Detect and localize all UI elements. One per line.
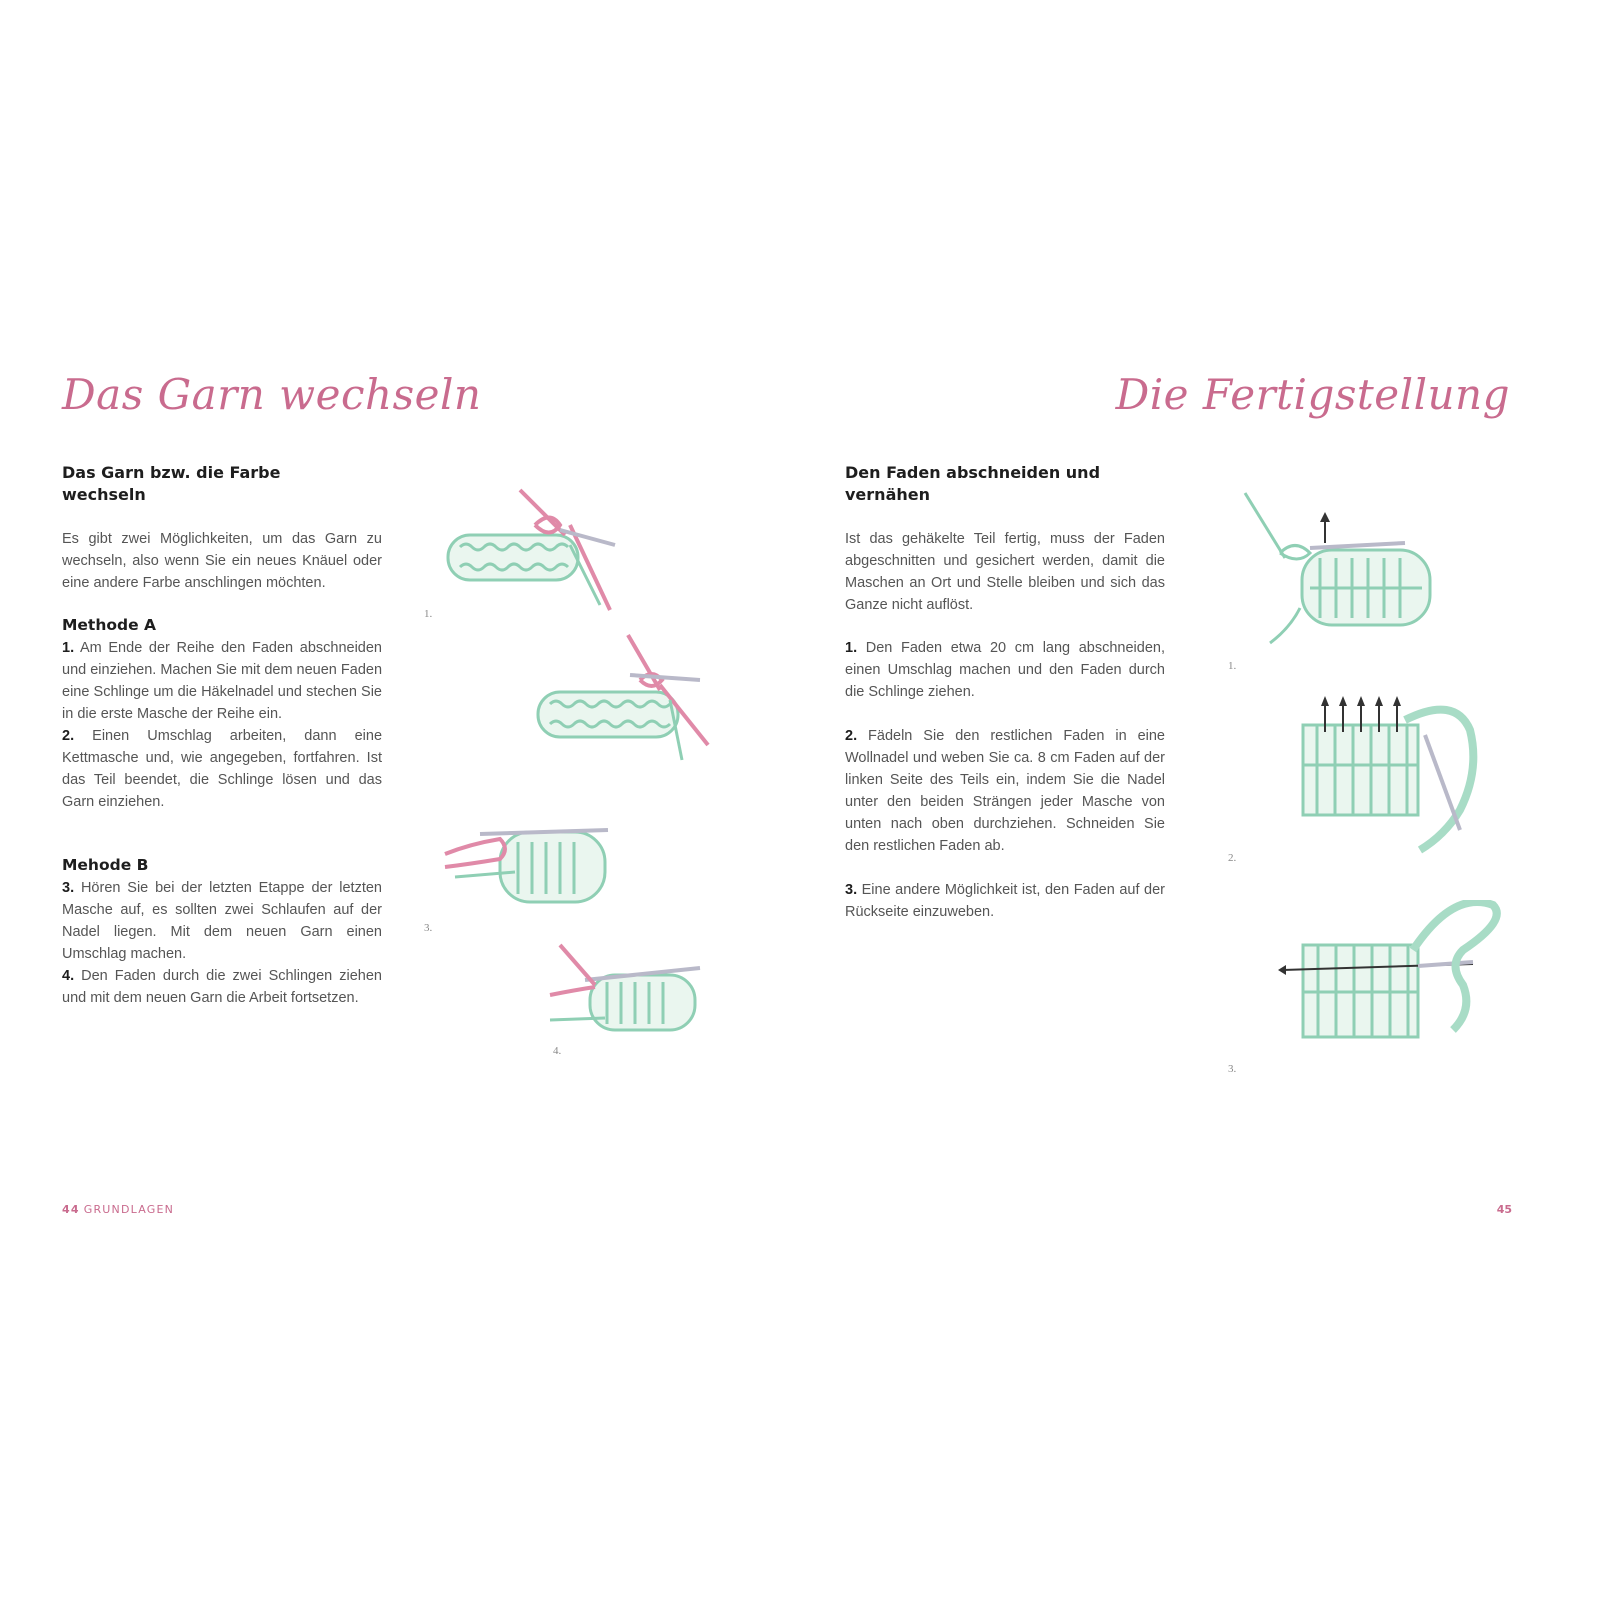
step-text: Eine andere Möglichkeit ist, den Faden auf der Rückseite einzuweben. [845,882,1165,920]
figure-number: 1. [424,608,433,620]
method-a-steps [62,637,382,813]
step-text: Am Ende der Reihe den Faden abschneiden und einziehen. Machen Sie mit dem neuen Faden eine Schlinge um die Häkelnadel und stechen Sie in die erste Masche der Reihe ein. [62,640,383,722]
figure-number: 3. [1228,1063,1237,1075]
finishing-step [845,725,1165,857]
right-heading-line1: Den Faden abschneiden und [845,463,1101,482]
section-name: GRUNDLAGEN [83,1203,175,1216]
right-heading-line2: vernähen [845,485,930,504]
step-text: Hören Sie bei der letzten Etappe der letzten Masche auf, es sollten zwei Schlaufen auf der Nadel liegen. Mit dem neuen Garn einen Umschlag machen. [62,880,382,962]
left-intro-text: Es gibt zwei Möglichkeiten, um das Garn zu wechseln, also wenn Sie ein neues Knäuel oder eine andere Farbe anschlingen möchten. [62,531,382,591]
figure-number: 1. [1228,660,1237,672]
right-section-heading [845,462,1185,506]
method-b-title: Mehode B [62,856,149,874]
right-page-title: Die Fertigstellung [1115,370,1510,419]
right-steps [845,637,1165,923]
method-b-step [62,965,382,1009]
step-text: Den Faden etwa 20 cm lang abschneiden, einen Umschlag machen und den Faden durch die Schlinge ziehen. [845,640,1165,700]
finishing-illustration-1 [1240,488,1440,648]
crochet-illustration-1 [440,485,630,615]
right-page-number: 45 [1496,1203,1512,1216]
left-heading-line2: wechseln [62,485,146,504]
step-number: 4. [62,968,75,984]
method-a-step [62,725,382,813]
finishing-illustration-3 [1278,900,1503,1045]
left-page-footer [62,1203,174,1216]
left-section-heading [62,462,402,506]
crochet-illustration-3 [440,822,615,907]
step-text: Einen Umschlag arbeiten, dann eine Kettmasche und, wie angegeben, fortfahren. Ist das Teil beendet, die Schlinge lösen und das Garn einziehen. [62,728,383,810]
step-number: 3. [845,882,858,898]
figure-number: 4. [553,1045,562,1057]
finishing-illustration-2 [1295,690,1485,860]
step-number: 1. [62,640,75,656]
step-number: 2. [845,728,858,744]
step-number: 3. [62,880,75,896]
left-page-number: 44 [62,1203,80,1216]
method-b-step [62,877,382,965]
right-intro-text: Ist das gehäkelte Teil fertig, muss der Faden abgeschnitten und gesichert werden, damit die Maschen an Ort und Stelle bleiben und sich das Ganze nicht auflöst. [845,531,1165,613]
figure-number: 3. [424,922,433,934]
step-text: Den Faden durch die zwei Schlingen ziehen und mit dem neuen Garn die Arbeit fortsetzen. [62,968,382,1006]
method-a-step [62,637,382,725]
left-heading-line1: Das Garn bzw. die Farbe [62,463,281,482]
crochet-illustration-4 [545,940,705,1040]
method-a-title: Methode A [62,616,157,634]
figure-number: 2. [1228,852,1237,864]
step-number: 1. [845,640,858,656]
step-number: 2. [62,728,75,744]
finishing-step [845,879,1165,923]
crochet-illustration-2 [530,630,720,765]
method-b-steps [62,877,382,1009]
finishing-step [845,637,1165,703]
left-page-title: Das Garn wechseln [62,370,482,419]
step-text: Fädeln Sie den restlichen Faden in eine Wollnadel und weben Sie ca. 8 cm Faden auf der linken Seite des Teils ein, indem Sie die Nadel unter den beiden Strängen jeder Masche von unten nach oben durchziehen. Schneiden Sie den restlichen Faden ab. [845,728,1165,854]
